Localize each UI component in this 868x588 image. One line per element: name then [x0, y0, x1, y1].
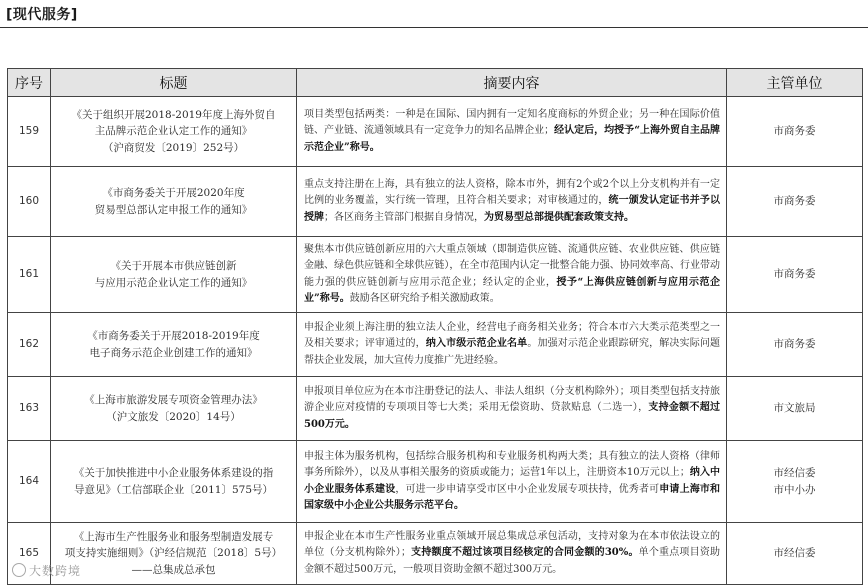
row-unit: 市商务委 [727, 167, 863, 237]
row-summary: 项目类型包括两类：一种是在国际、国内拥有一定知名度商标的外贸企业；另一种在国际价值链、产业链、流通领域具有一定竞争力的知名品牌企业；经认定后，均授予“上海外贸自主品牌示范企业”称号。 [297, 97, 727, 167]
section-title: [现代服务] [6, 7, 78, 23]
row-number: 162 [8, 313, 51, 377]
row-unit: 市经信委 市中小办 [727, 441, 863, 523]
row-summary: 申报项目单位应为在本市注册登记的法人、非法人组织（分支机构除外）；项目类型包括支持旅游企业应对疫情的专项项目等七大类；采用无偿资助、贷款贴息（二选一），支持金额不超过500万元。 [297, 377, 727, 441]
row-title: 《上海市旅游发展专项资金管理办法》 （沪文旅发〔2020〕14号） [51, 377, 297, 441]
row-summary: 申报企业在本市生产性服务业重点领域开展总集成总承包活动，支持对象为在本市依法设立的单位（分支机构除外）；支持额度不超过该项目经核定的合同金额的30%。单个重点项目资助金额不超过500万元，一般项目资助金额不超过300万元。 [297, 523, 727, 585]
header-no: 序号 [8, 69, 51, 97]
row-unit: 市商务委 [727, 313, 863, 377]
policy-table [7, 68, 863, 585]
row-number: 165 [8, 523, 51, 585]
row-summary: 申报企业须上海注册的独立法人企业，经营电子商务相关业务；符合本市六大类示范类型之一及相关要求；评审通过的，纳入市级示范企业名单。加强对示范企业跟踪研究，解决实际问题帮扶企业发展，加大宣传力度推广先进经验。 [297, 313, 727, 377]
row-number: 164 [8, 441, 51, 523]
row-title: 《市商务委关于开展2020年度 贸易型总部认定申报工作的通知》 [51, 167, 297, 237]
row-summary: 聚焦本市供应链创新应用的六大重点领域（即制造供应链、流通供应链、农业供应链、供应链金融、绿色供应链和全球供应链），在全市范围内认定一批整合能力强、协同效率高、行业带动能力强的供应链创新与应用示范企业；经认定的企业，授予“上海供应链创新与应用示范企业”称号。鼓励各区研究给予相关激励政策。 [297, 237, 727, 313]
row-unit: 市经信委 [727, 523, 863, 585]
row-title: 《关于加快推进中小企业服务体系建设的指 导意见》（工信部联企业〔2011〕575号） [51, 441, 297, 523]
table-row [8, 237, 863, 313]
header-summary: 摘要内容 [297, 69, 727, 97]
table-row [8, 523, 863, 585]
table-header-row [8, 69, 863, 97]
row-unit: 市商务委 [727, 237, 863, 313]
table-row [8, 441, 863, 523]
row-unit: 市文旅局 [727, 377, 863, 441]
row-number: 161 [8, 237, 51, 313]
table-row [8, 167, 863, 237]
row-summary: 申报主体为服务机构，包括综合服务机构和专业服务机构两大类；具有独立的法人资格（律师事务所除外），以及从事相关服务的资质或能力；运营1年以上，注册资本10万元以上；纳入中小企业服务体系建设，可进一步申请享受市区中小企业发展专项扶持，优秀者可申请上海市和国家级中小企业公共服务示范平台。 [297, 441, 727, 523]
table-row [8, 313, 863, 377]
row-title: 《市商务委关于开展2018-2019年度 电子商务示范企业创建工作的通知》 [51, 313, 297, 377]
table-row [8, 97, 863, 167]
watermark: 大数跨境 [12, 562, 81, 579]
header-unit: 主管单位 [727, 69, 863, 97]
row-title: 《关于组织开展2018-2019年度上海外贸自 主品牌示范企业认定工作的通知》 （沪商贸发〔2019〕252号） [51, 97, 297, 167]
header-rule [0, 27, 868, 28]
row-number: 163 [8, 377, 51, 441]
row-title: 《关于开展本市供应链创新 与应用示范企业认定工作的通知》 [51, 237, 297, 313]
row-number: 159 [8, 97, 51, 167]
header-title: 标题 [51, 69, 297, 97]
row-unit: 市商务委 [727, 97, 863, 167]
row-summary: 重点支持注册在上海，具有独立的法人资格，除本市外，拥有2个或2个以上分支机构并有一定比例的业务覆盖，实行统一管理，且符合相关要求；对审核通过的，统一颁发认定证书并予以授牌；各区商务主管部门根据自身情况，为贸易型总部提供配套政策支持。 [297, 167, 727, 237]
row-title: 《上海市生产性服务业和服务型制造发展专 项支持实施细则》（沪经信规范〔2018〕5号） ——总集成总承包 [51, 523, 297, 585]
logo-icon [12, 563, 26, 577]
row-number: 160 [8, 167, 51, 237]
table-row [8, 377, 863, 441]
